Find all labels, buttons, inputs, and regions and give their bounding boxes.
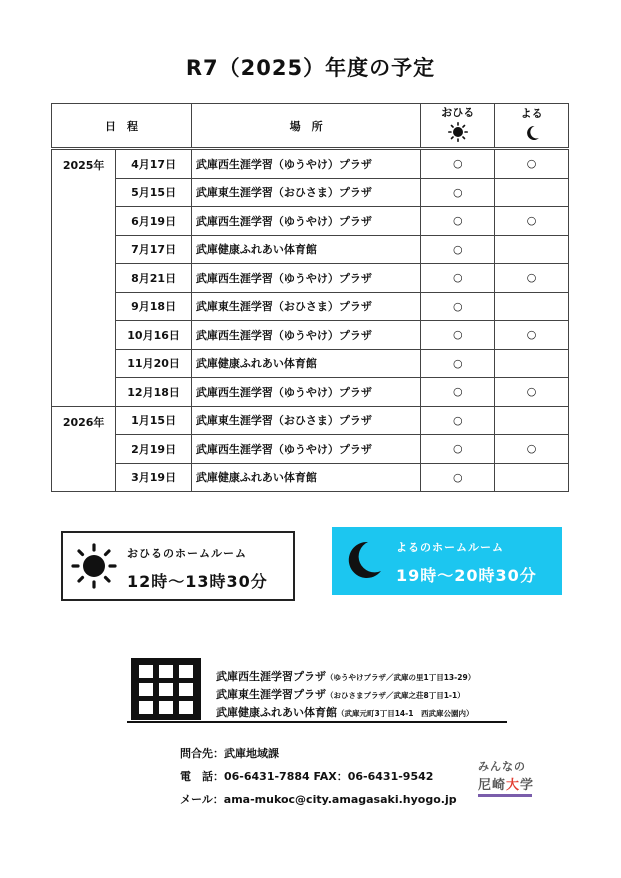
- sun-icon: [448, 122, 468, 142]
- day-mark-cell: ○: [421, 207, 495, 236]
- table-row: [52, 463, 569, 492]
- night-mark-cell: ○: [495, 264, 569, 293]
- day-mark-cell: ○: [421, 235, 495, 264]
- night-homeroom-title: よるのホームルーム: [396, 541, 504, 554]
- table-row: [52, 349, 569, 378]
- contact-phone-text: 電 話：06-6431-7884 FAX：06-6431-9542: [180, 770, 434, 783]
- day-mark-cell: ○: [421, 406, 495, 435]
- logo-line2-b: 大: [506, 778, 521, 793]
- logo-line2: [478, 774, 548, 793]
- night-homeroom-box: [332, 527, 562, 595]
- day-mark-cell: ○: [421, 349, 495, 378]
- venue-address: （ゆうやけプラザ／武庫の里1丁目13-29）: [326, 673, 476, 682]
- day-mark-cell: ○: [421, 463, 495, 492]
- day-mark-cell: ○: [421, 321, 495, 350]
- date-cell: 12月18日: [116, 378, 192, 407]
- date-cell: 7月17日: [116, 235, 192, 264]
- place-cell: 武庫健康ふれあい体育館: [191, 463, 420, 492]
- night-homeroom-time: 19時～20時30分: [396, 566, 537, 585]
- logo-line2-a: 尼崎: [478, 778, 507, 793]
- logo: [478, 758, 548, 798]
- table-row: [52, 406, 569, 435]
- place-cell: 武庫東生涯学習（おひさま）プラザ: [191, 178, 420, 207]
- table-row: [52, 264, 569, 293]
- night-mark-cell: [495, 178, 569, 207]
- place-cell: 武庫西生涯学習（ゆうやけ）プラザ: [191, 149, 420, 179]
- logo-line1: みんなの: [478, 760, 526, 773]
- venue-name: 武庫西生涯学習プラザ: [216, 670, 326, 683]
- date-cell: 5月15日: [116, 178, 192, 207]
- table-row: [52, 149, 569, 179]
- header-day-label: おひる: [441, 106, 475, 119]
- table-row: [52, 207, 569, 236]
- year-label: 2025年: [62, 159, 105, 172]
- place-cell: 武庫健康ふれあい体育館: [191, 349, 420, 378]
- header-place: 場 所: [191, 104, 420, 149]
- moon-icon: [523, 124, 541, 142]
- venue-address: （おひさまプラザ／武庫之荘8丁目1-1）: [326, 691, 465, 700]
- night-mark-cell: ○: [495, 207, 569, 236]
- night-mark-cell: [495, 235, 569, 264]
- table-row: [52, 321, 569, 350]
- table-row: [52, 435, 569, 464]
- contact-email: [180, 788, 457, 811]
- date-cell: 2月19日: [116, 435, 192, 464]
- table-row: [52, 235, 569, 264]
- day-mark-cell: ○: [421, 378, 495, 407]
- place-cell: 武庫西生涯学習（ゆうやけ）プラザ: [191, 321, 420, 350]
- place-cell: 武庫西生涯学習（ゆうやけ）プラザ: [191, 435, 420, 464]
- header-schedule: 日 程: [52, 104, 192, 149]
- date-cell: 10月16日: [116, 321, 192, 350]
- venue-item: [216, 668, 475, 686]
- day-mark-cell: ○: [421, 264, 495, 293]
- logo-line2-c: 学: [520, 778, 535, 793]
- date-cell: 4月17日: [116, 149, 192, 179]
- venue-name: 武庫健康ふれあい体育館: [216, 706, 337, 719]
- day-mark-cell: ○: [421, 435, 495, 464]
- venue-name: 武庫東生涯学習プラザ: [216, 688, 326, 701]
- header-night-label: よる: [520, 106, 543, 120]
- venue-address: （武庫元町3丁目14-1 西武庫公園内）: [337, 709, 474, 718]
- night-mark-cell: ○: [495, 321, 569, 350]
- contact-inquiry-text: 問合先：武庫地域課: [180, 747, 279, 760]
- table-row: [52, 178, 569, 207]
- date-cell: 6月19日: [116, 207, 192, 236]
- night-mark-cell: [495, 406, 569, 435]
- day-homeroom-box: [61, 531, 295, 601]
- logo-bar: [478, 794, 532, 797]
- place-cell: 武庫健康ふれあい体育館: [191, 235, 420, 264]
- header-night: [495, 104, 569, 149]
- page-title: R7（2025）年度の予定: [185, 56, 436, 80]
- date-cell: 3月19日: [116, 463, 192, 492]
- day-mark-cell: ○: [421, 178, 495, 207]
- building-icon: [127, 658, 205, 720]
- place-cell: 武庫西生涯学習（ゆうやけ）プラザ: [191, 264, 420, 293]
- year-label: 2026年: [62, 415, 105, 429]
- contact-info: [180, 742, 457, 811]
- night-mark-cell: [495, 349, 569, 378]
- year-cell: [52, 406, 116, 492]
- sun-icon: [71, 543, 117, 589]
- day-homeroom-time: 12時～13時30分: [127, 572, 268, 591]
- day-mark-cell: ○: [421, 292, 495, 321]
- date-cell: 8月21日: [116, 264, 192, 293]
- night-mark-cell: ○: [495, 378, 569, 407]
- contact-inquiry: [180, 742, 457, 765]
- date-cell: 1月15日: [116, 406, 192, 435]
- moon-icon: [340, 537, 386, 583]
- contact-phone: [180, 765, 457, 788]
- header-day: [421, 104, 495, 149]
- venue-list: [216, 668, 475, 722]
- schedule-table: [51, 103, 569, 492]
- table-row: [52, 292, 569, 321]
- place-cell: 武庫東生涯学習（おひさま）プラザ: [191, 292, 420, 321]
- place-cell: 武庫西生涯学習（ゆうやけ）プラザ: [191, 207, 420, 236]
- contact-email-text: メール：ama-mukoc@city.amagasaki.hyogo.jp: [180, 793, 457, 806]
- place-cell: 武庫東生涯学習（おひさま）プラザ: [191, 406, 420, 435]
- day-homeroom-title: おひるのホームルーム: [127, 547, 247, 560]
- night-mark-cell: [495, 463, 569, 492]
- date-cell: 9月18日: [116, 292, 192, 321]
- place-cell: 武庫西生涯学習（ゆうやけ）プラザ: [191, 378, 420, 407]
- year-cell: [52, 149, 116, 407]
- venue-item: [216, 686, 475, 704]
- table-row: [52, 378, 569, 407]
- day-mark-cell: ○: [421, 149, 495, 179]
- night-mark-cell: ○: [495, 435, 569, 464]
- date-cell: 11月20日: [116, 349, 192, 378]
- table-header-row: [52, 104, 569, 149]
- night-mark-cell: ○: [495, 149, 569, 179]
- venue-item: [216, 704, 475, 722]
- night-mark-cell: [495, 292, 569, 321]
